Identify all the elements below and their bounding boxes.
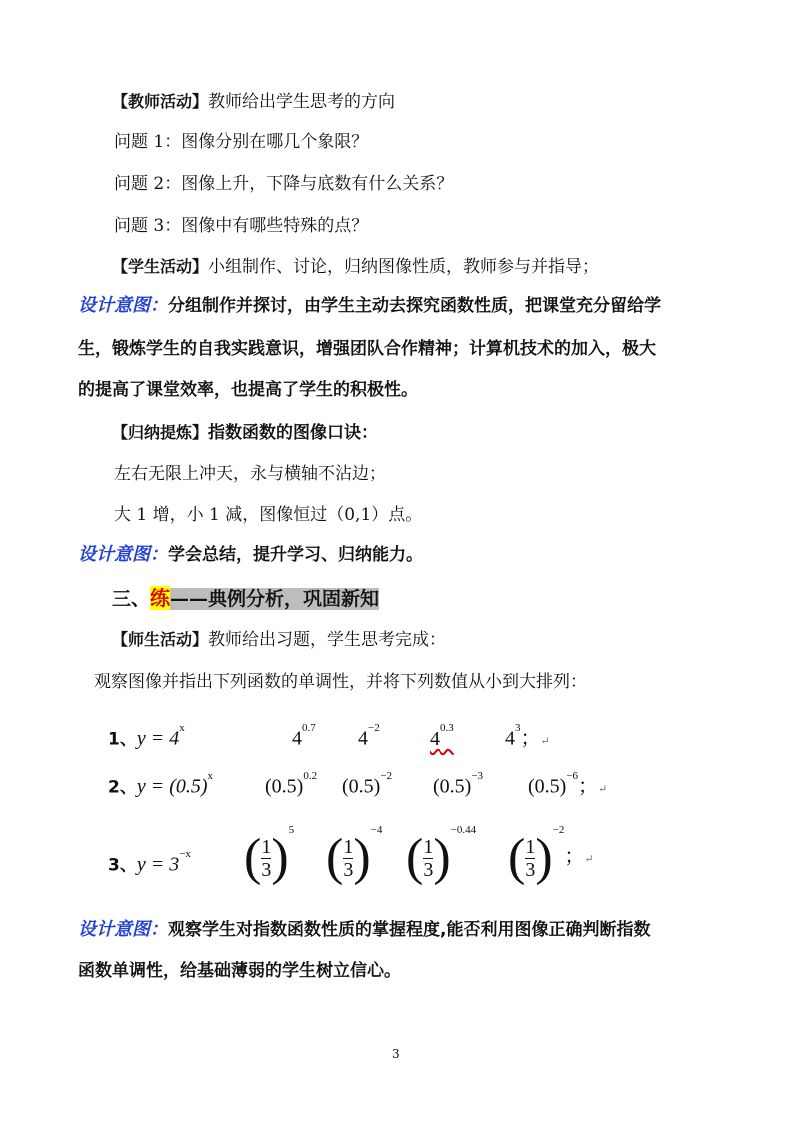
teacher-activity-line — [112, 90, 395, 114]
exercise-1-number: 1、 — [108, 729, 137, 750]
exercise-1-function: y = 4 — [136, 727, 180, 750]
design-intent-3-text-1: 观察学生对指数函数性质的掌握程度,能否利用图像正确判断指数 — [168, 920, 651, 940]
design-intent-1-line-1 — [78, 294, 661, 318]
question-3: 问题 3：图像中有哪些特殊的点？ — [114, 216, 369, 236]
exercise-3-function-exp: −x — [179, 848, 191, 860]
question-2: 问题 2：图像上升，下降与底数有什么关系？ — [114, 174, 454, 194]
exercise-2-term-4: $(0.5)^{-6}$；↵ — [528, 770, 608, 798]
summary-line — [112, 421, 378, 445]
exercise-1-function-exp: x — [179, 722, 185, 734]
exercise-1-term-1: $4^{0.7}$ — [292, 722, 316, 750]
exercise-3-term-3: ( $\frac{1}{3}$ )$^{-0.44}$ — [406, 824, 477, 887]
exercise-1-term-2: $4^{-2}$ — [358, 722, 380, 750]
exercise-1-paragraph-mark: ↵ — [540, 735, 550, 748]
exercise-prompt: 观察图像并指出下列函数的单调性，并将下列数值从小到大排列： — [94, 672, 587, 692]
exercise-2-function-exp: x — [207, 770, 214, 782]
teacher-student-line — [112, 628, 446, 652]
teacher-student-text: 教师给出习题，学生思考完成： — [208, 630, 447, 650]
summary-text: 指数函数的图像口诀： — [208, 423, 379, 443]
exercise-2-term-1: $(0.5)^{0.2}$ — [265, 770, 318, 798]
teacher-activity-text: 教师给出学生思考的方向 — [208, 92, 396, 112]
exercise-2-number: 2、 — [108, 777, 137, 798]
exercise-2 — [108, 770, 213, 800]
question-1: 问题 1：图像分别在哪几个象限？ — [114, 132, 369, 152]
exercise-3 — [108, 848, 191, 878]
page-number: 3 — [392, 1047, 400, 1061]
exercise-3-number: 3、 — [108, 855, 137, 876]
exercise-3-function: y = 3 — [136, 853, 180, 876]
exercise-3-term-4: ( $\frac{1}{3}$ )$^{-2}$；↵ — [508, 824, 594, 887]
section-3-title: 典例分析，巩固新知 — [208, 588, 380, 610]
design-intent-1-text-3: 的提高了课堂效率，也提高了学生的积极性。 — [78, 380, 418, 400]
exercise-3-paragraph-mark: ↵ — [584, 853, 594, 866]
design-intent-3-line-1 — [78, 918, 650, 942]
design-intent-1-text-2: 生，锻炼学生的自我实践意识，增强团队合作精神；计算机技术的加入，极大 — [78, 339, 656, 359]
design-intent-2-label: 设计意图： — [78, 544, 168, 565]
exercise-2-function: y = (0.5) — [136, 775, 208, 798]
exercise-2-term-2: $(0.5)^{-2}$ — [342, 770, 393, 798]
section-3-highlight: 练 — [150, 586, 171, 610]
student-activity-tag: 【学生活动】 — [112, 257, 209, 276]
section-3-prefix: 三、 — [112, 588, 151, 610]
exercise-1-end: ； — [520, 727, 541, 750]
design-intent-1-text-1: 分组制作并探讨，由学生主动去探究函数性质，把课堂充分留给学 — [168, 296, 661, 316]
exercise-2-paragraph-mark: ↵ — [598, 783, 608, 796]
design-intent-1-label: 设计意图： — [78, 295, 168, 316]
teacher-student-tag: 【师生活动】 — [112, 630, 209, 649]
exercise-3-end: ； — [564, 845, 585, 868]
design-intent-2-text: 学会总结，提升学习、归纳能力。 — [168, 545, 423, 565]
student-activity-line — [112, 255, 599, 279]
rhyme-line-2: 大 1 增，小 1 减，图像恒过（0,1）点。 — [114, 505, 423, 525]
exercise-3-term-1: ( $\frac{1}{3}$ )$^5$ — [244, 824, 295, 887]
exercise-3-term-2: ( $\frac{1}{3}$ )$^{-4}$ — [326, 824, 383, 887]
exercise-2-end: ； — [578, 775, 599, 798]
summary-tag: 【归纳提炼】 — [112, 423, 209, 442]
exercise-1-term-3: $4^{0.3}$ — [430, 722, 454, 750]
section-3-heading — [112, 583, 379, 615]
section-3-dash: —— — [170, 588, 209, 610]
exercise-1 — [108, 722, 185, 752]
design-intent-3-label: 设计意图： — [78, 919, 168, 940]
design-intent-2-line — [78, 543, 423, 567]
design-intent-3-text-2: 函数单调性，给基础薄弱的学生树立信心。 — [78, 961, 401, 981]
rhyme-line-1: 左右无限上冲天，永与横轴不沾边； — [114, 464, 386, 484]
exercise-1-term-4: $4^3$；↵ — [505, 722, 550, 750]
exercise-2-term-3: $(0.5)^{-3}$ — [433, 770, 484, 798]
student-activity-text: 小组制作、讨论，归纳图像性质，教师参与并指导； — [208, 257, 600, 277]
teacher-activity-tag: 【教师活动】 — [112, 92, 209, 111]
